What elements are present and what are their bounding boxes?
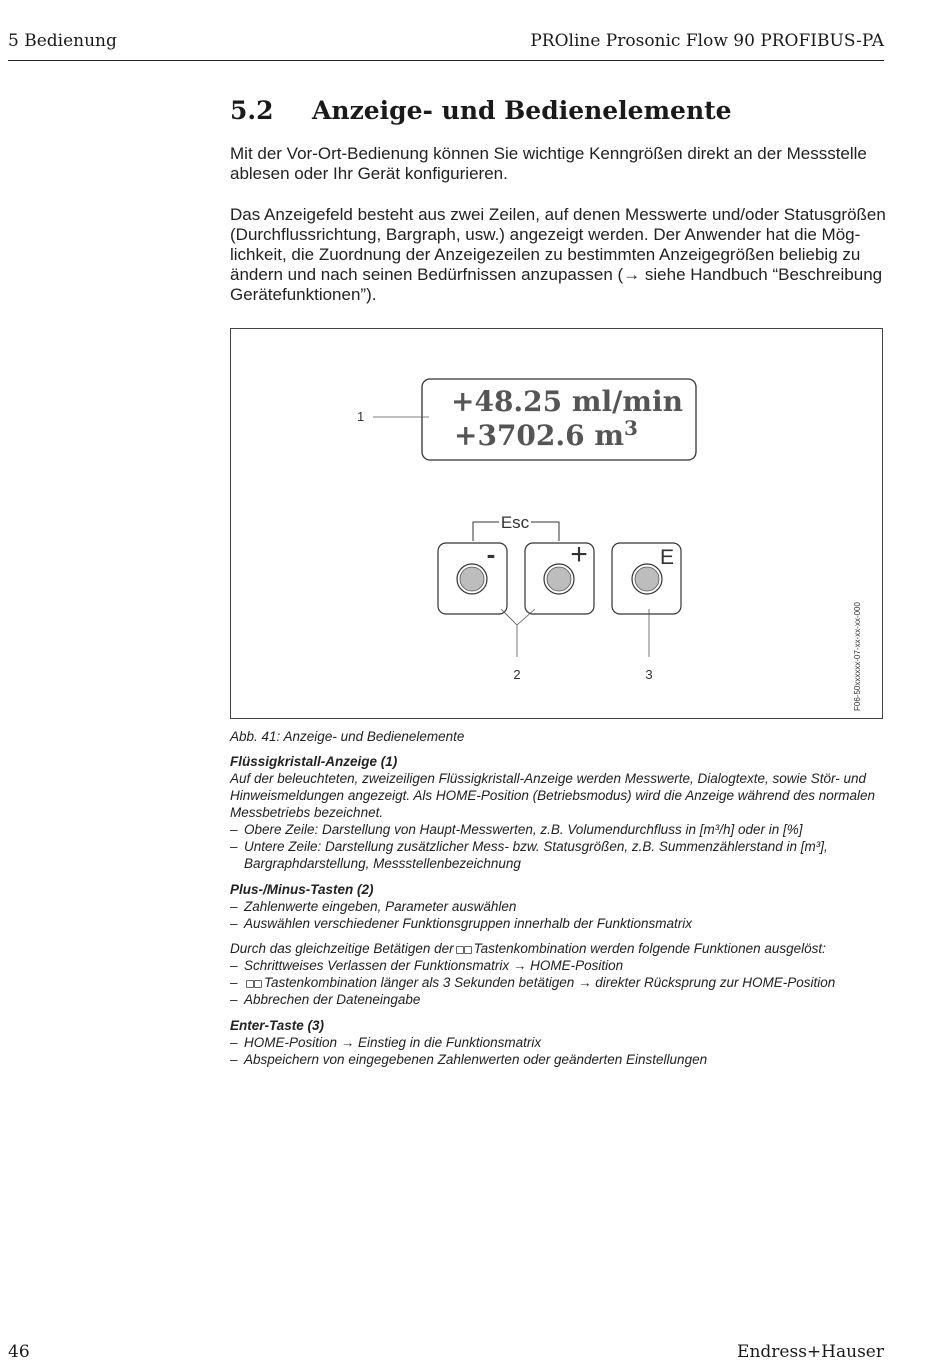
list-item: – HOME-Position → Einstieg in die Funktionsmatrix: [230, 1035, 542, 1050]
combo-intro: Durch das gleichzeitige Betätigen der Tastenkombination werden folgende Funktionen ausgelöst:: [230, 941, 826, 956]
paragraph-line: (Durchflussrichtung, Bargraph, usw.) angezeigt werden. Der Anwender hat die Mög-: [230, 225, 861, 244]
paragraph-line: Das Anzeigefeld besteht aus zwei Zeilen, auf denen Messwerte und/oder Statusgrößen: [230, 205, 886, 224]
plus-minus-combo-icon: [456, 943, 472, 954]
list-item: – Tastenkombination länger als 3 Sekunden betätigen → direkter Rücksprung zur HOME-Position: [230, 975, 836, 990]
lcd-text-line: Hinweismeldungen angezeigt. Als HOME-Position (Betriebsmodus) wird die Anzeige während des normalen: [230, 788, 876, 803]
lcd-section: [230, 753, 890, 872]
brand-logo: Endress+Hauser: [737, 1342, 884, 1362]
list-item: – Zahlenwerte eingeben, Parameter auswählen: [230, 899, 517, 914]
product-header: PROline Prosonic Flow 90 PROFIBUS-PA: [530, 31, 884, 51]
plus-key-label: +: [570, 538, 588, 571]
list-item: – Abspeichern von eingegebenen Zahlenwerten oder geänderten Einstellungen: [230, 1052, 708, 1067]
minus-key-label: -: [486, 539, 496, 569]
display-paragraph: [230, 205, 890, 305]
lcd-line-1: +48.25 ml/min: [451, 385, 683, 418]
lcd-heading: Flüssigkristall-Anzeige (1): [230, 754, 398, 769]
enter-section: [230, 1017, 890, 1068]
list-item: – Abbrechen der Dateneingabe: [230, 992, 421, 1007]
chapter-header: 5 Bedienung: [8, 31, 117, 51]
figure-id: F06-50xxxxxx-07-xx-xx-xx-000: [852, 602, 862, 711]
callout-3: 3: [645, 667, 653, 682]
list-item: – Schrittweises Verlassen der Funktionsmatrix → HOME-Position: [230, 958, 624, 973]
display-keypad-illustration: [231, 329, 884, 720]
section-title: Anzeige- und Bedienelemente: [312, 96, 732, 125]
minus-key[interactable]: [438, 539, 507, 614]
plus-minus-combo-icon: [246, 977, 262, 988]
section-number: 5.2: [230, 96, 274, 125]
enter-key-label: E: [659, 546, 675, 569]
header-divider: [8, 60, 884, 61]
list-item: – Auswählen verschiedener Funktionsgruppen innerhalb der Funktionsmatrix: [230, 916, 692, 931]
figure-caption: Abb. 41: Anzeige- und Bedienelemente: [230, 729, 465, 744]
paragraph-line: lichkeit, die Zuordnung der Anzeigezeilen zu bestimmten Anzeigegrößen beliebig zu: [230, 245, 861, 264]
plusminus-heading: Plus-/Minus-Tasten (2): [230, 882, 374, 897]
lcd-text-line: Messbetriebs bezeichnet.: [230, 805, 384, 820]
lcd-line-2: +3702.6 $m^3$: [454, 416, 638, 452]
figure-frame: [230, 328, 883, 719]
callout-2: 2: [513, 667, 521, 682]
callout-1: 1: [357, 409, 365, 424]
esc-label: Esc: [500, 513, 530, 532]
list-item: – Untere Zeile: Darstellung zusätzlicher Mess- bzw. Statusgrößen, z.B. Summenzählerstand in [m³],: [230, 839, 828, 854]
list-item-continuation: Bargraphdarstellung, Messstellenbezeichnung: [244, 856, 521, 871]
page-number: 46: [8, 1342, 30, 1362]
lcd-text-line: Auf der beleuchteten, zweizeiligen Flüssigkristall-Anzeige werden Messwerte, Dialogtexte, sowie Stör- und: [230, 771, 867, 786]
enter-heading: Enter-Taste (3): [230, 1018, 325, 1033]
combo-section: [230, 940, 890, 1008]
paragraph-line: ändern und nach seinen Bedürfnissen anzupassen (→ siehe Handbuch “Beschreibung: [230, 265, 883, 284]
plusminus-section: [230, 881, 890, 932]
intro-paragraph: [230, 144, 890, 184]
plus-key[interactable]: [525, 538, 594, 614]
list-item: – Obere Zeile: Darstellung von Haupt-Messwerten, z.B. Volumendurchfluss in [m³/h] oder in [%]: [230, 822, 803, 837]
paragraph-line: Gerätefunktionen”).: [230, 285, 377, 304]
paragraph-line: Mit der Vor-Ort-Bedienung können Sie wichtige Kenngrößen direkt an der Messstelle: [230, 144, 867, 163]
paragraph-line: ablesen oder Ihr Gerät konfigurieren.: [230, 164, 508, 183]
enter-key[interactable]: [612, 543, 681, 614]
